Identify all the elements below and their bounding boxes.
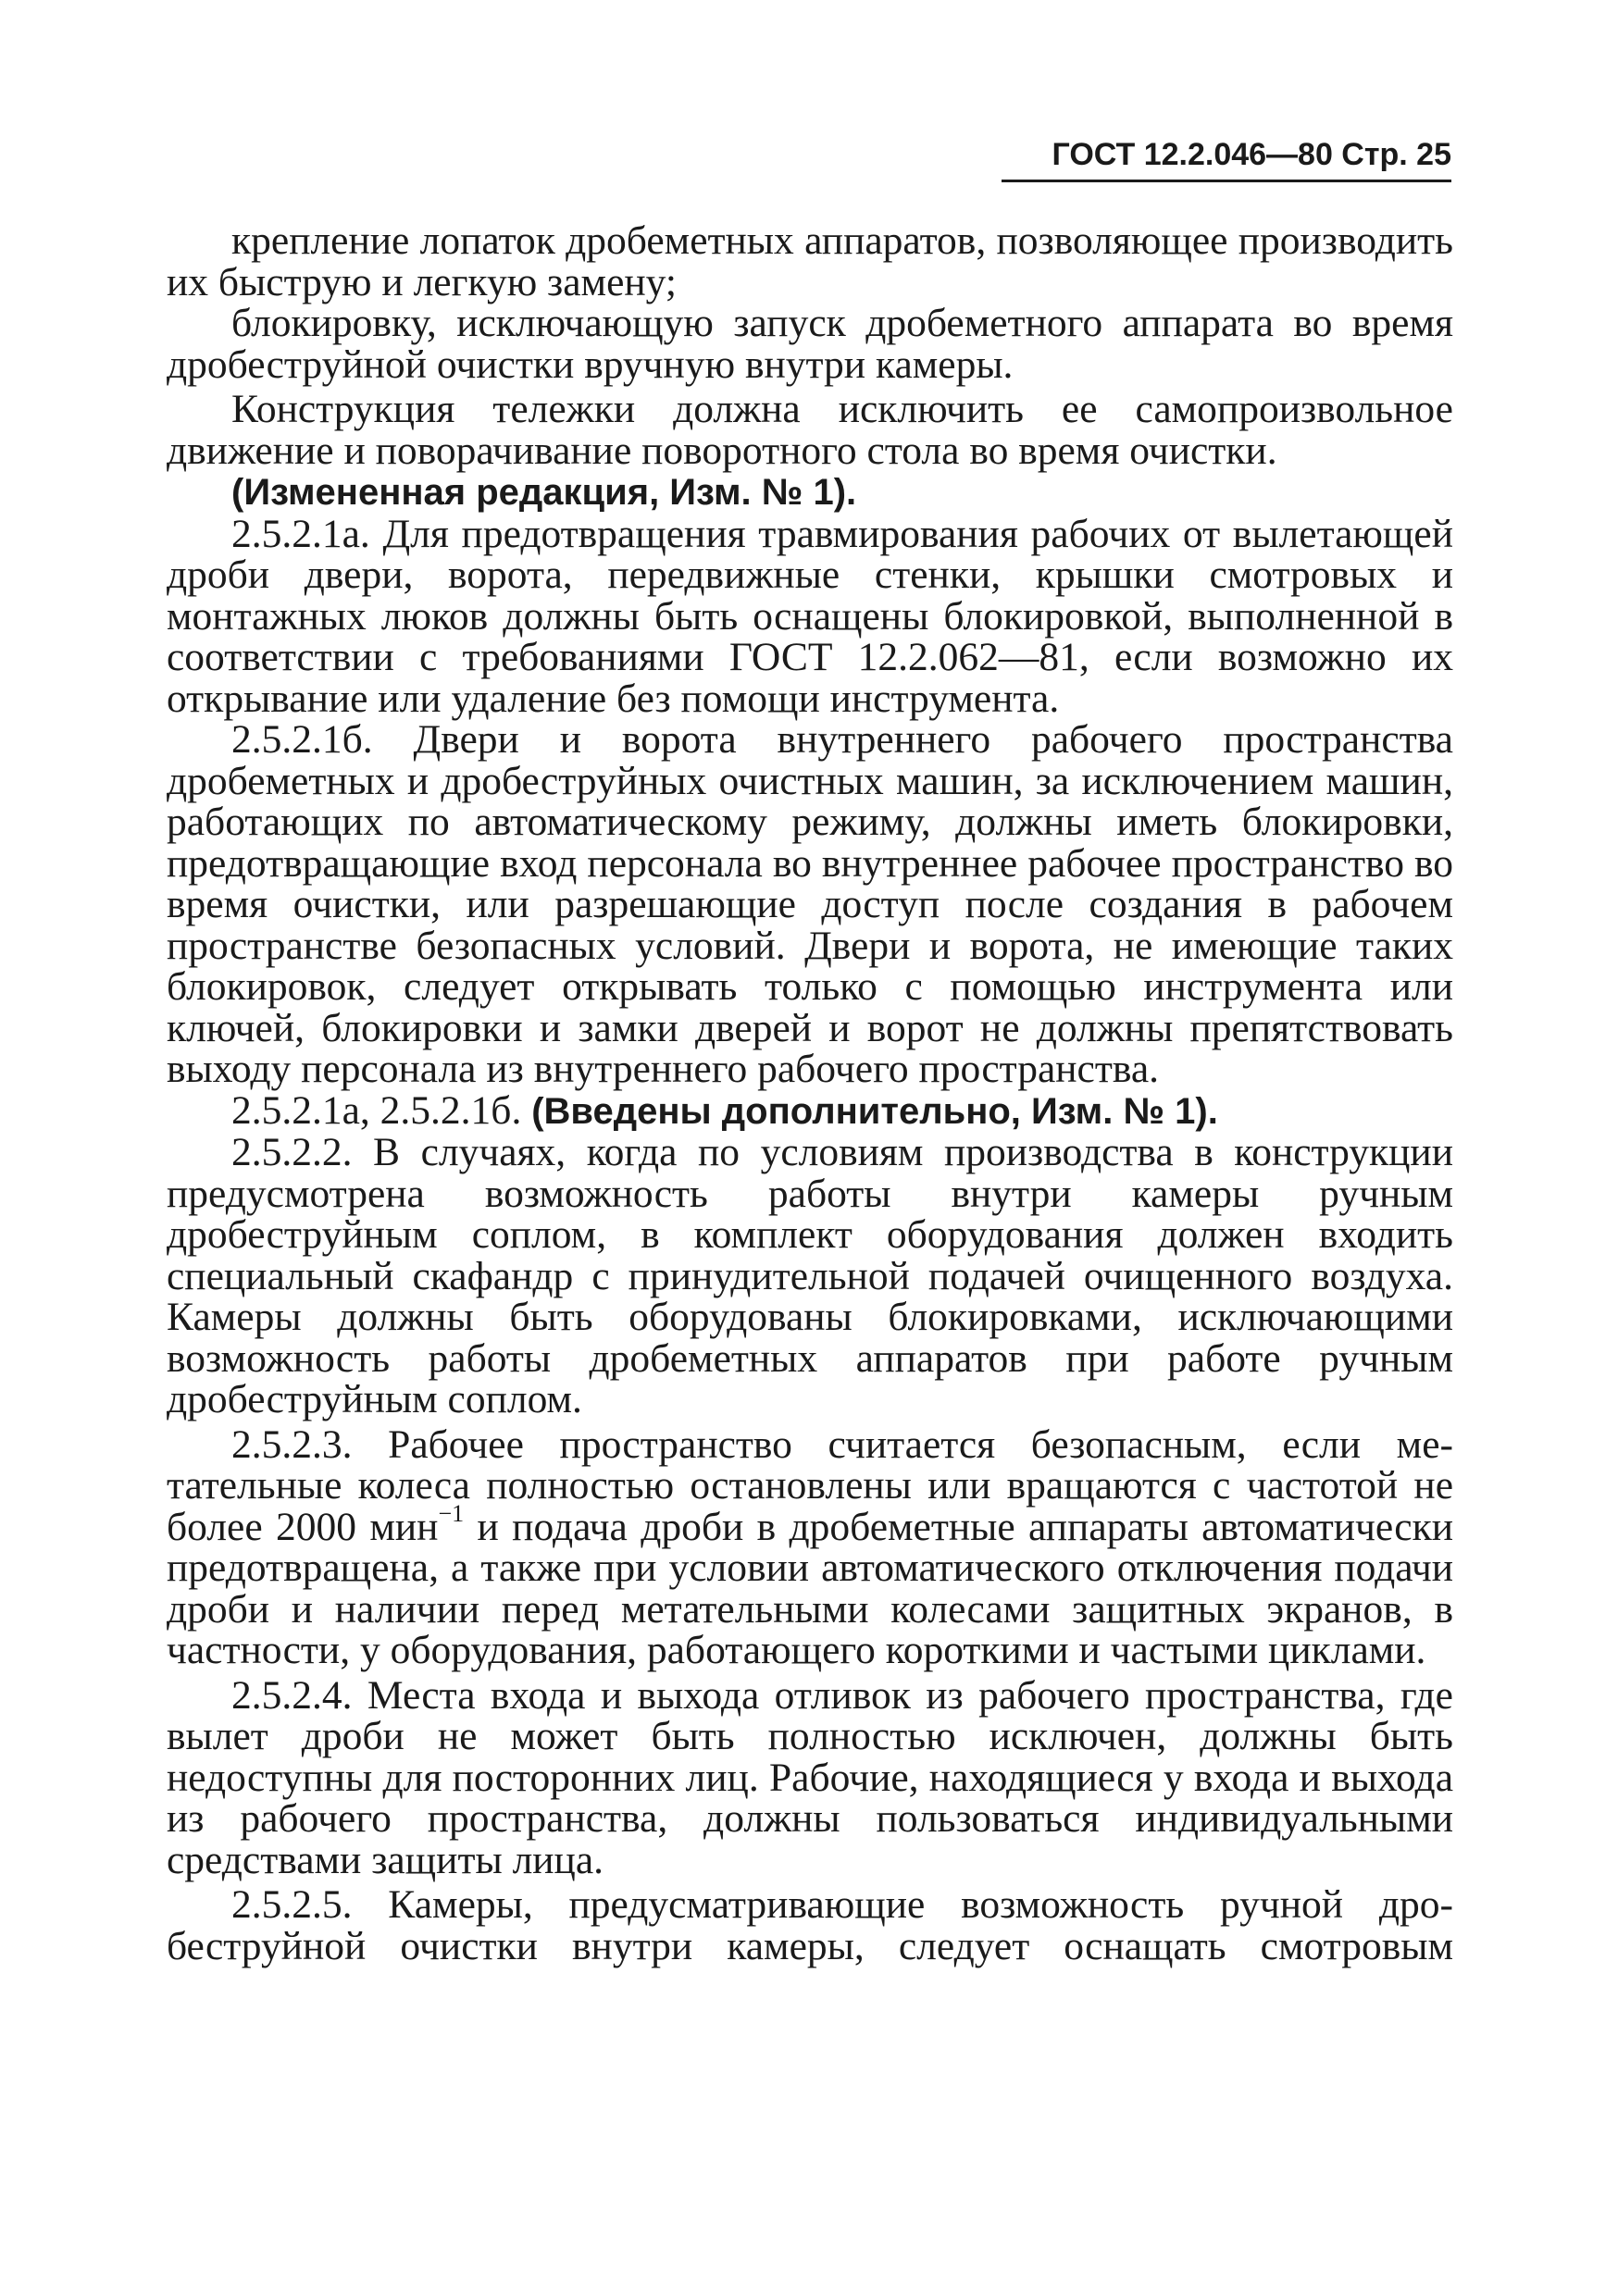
paragraph-blade-mounting: крепление лопаток дробеметных аппаратов, позволяющее производить их быструю и легкую замену; <box>167 218 1453 304</box>
header-text: ГОСТ 12.2.046—80 Стр. 25 <box>1052 137 1451 172</box>
paragraph-2-5-2-4: 2.5.2.4. Места входа и выхода отливок из рабочего пространства, где вылет дроби не может быть полностью исключен, должны быть недоступны для посторонних лиц. Рабочие, находящиеся у входа и выхода из рабочего пространства, должны пользоваться индивидуальными средствами защиты лица. <box>167 1672 1453 1882</box>
document-body <box>167 220 1453 1967</box>
page-header <box>1002 130 1451 182</box>
paragraph-trolley-design: Конструкция тележки должна исключить ее самопроизвольное движение и поворачивание поворотного стола во время очистки. <box>167 387 1453 473</box>
paragraph-2-5-2-1b: 2.5.2.1б. Двери и ворота внутреннего рабочего пространства дробеметных и дробеструйных очистных машин, за исключением машин, работающих по автоматическому режиму, должны иметь блокировки, предотвращающие вход персонала во внутреннее рабочее пространство во время очистки, или разрешающие доступ после создания в рабочем пространстве безопасных условий. Двери и ворота, не имеющие таких блокировок, следует открывать только с помощью инструмента или ключей, блокировки и замки дверей и ворот не должны препятствовать выходу персонала из внутреннего рабочего пространства. <box>167 717 1453 1091</box>
paragraph-2-5-2-3: 2.5.2.3. Рабочее пространство считается безопасным, если метательные колеса полностью остановлены или вращаются с частотой не более 2000 мин$^{-1}$ и подача дроби в дробеметные аппараты автоматически предотвращена, а также при условии автоматического отключения подачи дроби и наличии перед метательными колесами защитных экранов, в частности, у оборудования, работающего короткими и частыми циклами. <box>167 1421 1453 1672</box>
superscript-minus-one: −1 <box>438 1500 465 1527</box>
paragraph-amendment-note-1: (Измененная редакция, Изм. № 1). <box>231 472 857 513</box>
paragraph-2-5-2-1a: 2.5.2.1а. Для предотвращения травмирования рабочих от вылетающей дроби двери, ворота, передвижные стенки, крышки смотровых и монтажных люков должны быть оснащены блокировкой, выполненной в соответствии с требованиями ГОСТ 12.2.062—81, если возможно их открывание или удаление без помощи инструмента. <box>167 511 1453 721</box>
paragraph-amendment-note-2: 2.5.2.1а, 2.5.2.1б. (Введены дополнительно, Изм. № 1). <box>231 1087 1218 1133</box>
paragraph-2-5-2-2: 2.5.2.2. В случаях, когда по условиям производства в конструкции предусмотрена возможность работы внутри камеры ручным дробеструйным соплом, в комплект оборудования должен входить специальный скафандр с принудительной подачей очищенного воздуха. Камеры должны быть оборудованы блокировками, исключающими возможность работы дробеметных аппаратов при работе ручным дробеструйным соплом. <box>167 1130 1453 1421</box>
paragraph-2-5-2-5: 2.5.2.5. Камеры, предусматривающие возможность ручной дробеструйной очистки внутри камеры, следует оснащать смотровым <box>167 1882 1453 1968</box>
paragraph-interlock: блокировку, исключающую запуск дробеметного аппарата во время дробеструйной очистки вручную внутри камеры. <box>167 301 1453 387</box>
